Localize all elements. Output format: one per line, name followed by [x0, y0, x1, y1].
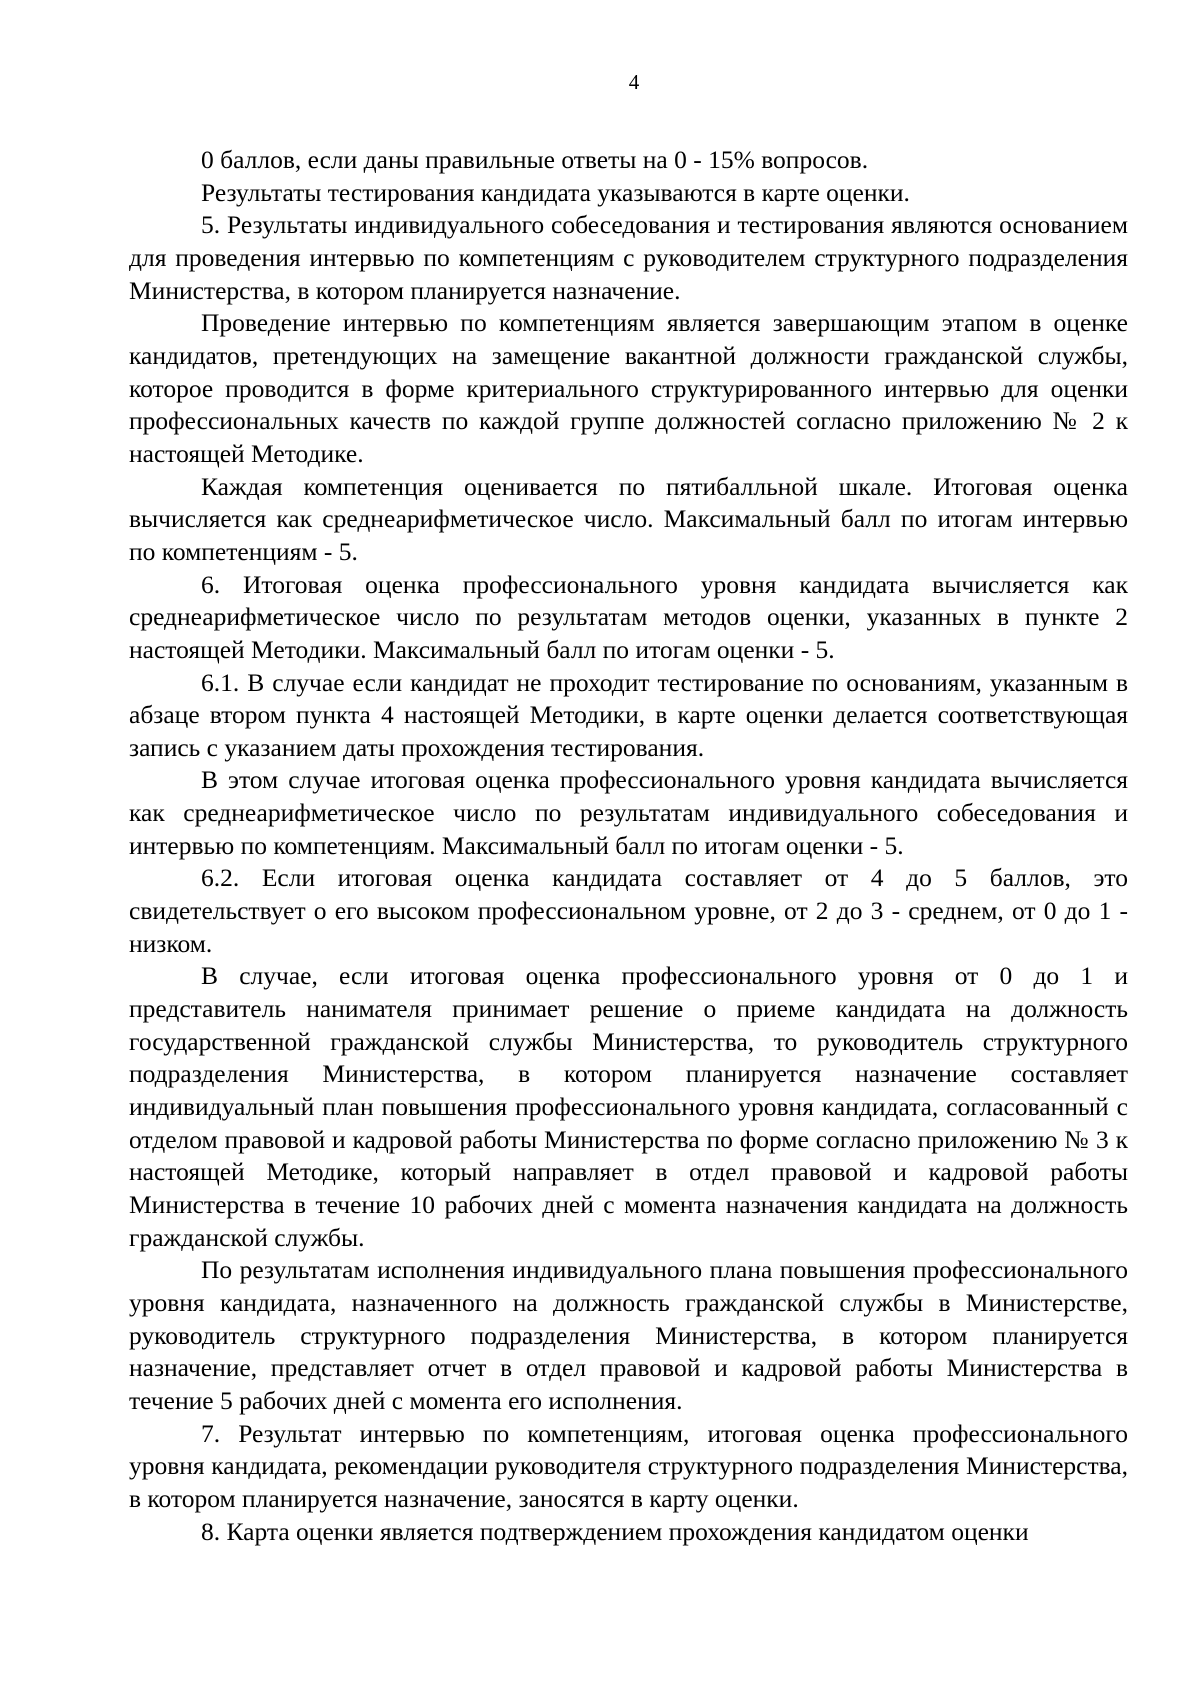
paragraph: Проведение интервью по компетенциям является завершающим этапом в оценке кандидатов, претендующих на замещение вакантной должности гражданской службы, которое проводится в форме критериального структурированного интервью для оценки профессиональных качеств по каждой группе должностей согласно приложению № 2 к настоящей Методике.	[129, 308, 1128, 468]
paragraph: В случае, если итоговая оценка профессионального уровня от 0 до 1 и представитель нанимателя принимает решение о приеме кандидата на должность государственной гражданской службы Министерства, то руководитель структурного подразделения Министерства, в котором планируется назначение составляет индивидуальный план повышения профессионального уровня кандидата, согласованный с отделом правовой и кадровой работы Министерства по форме согласно приложению № 3 к настоящей Методике, который направляет в отдел правовой и кадровой работы Министерства в течение 10 рабочих дней с момента назначения кандидата на должность гражданской службы.	[129, 961, 1128, 1252]
paragraph: 0 баллов, если даны правильные ответы на 0 - 15% вопросов.	[201, 145, 869, 174]
document-body	[129, 144, 1128, 1548]
paragraph: 6. Итоговая оценка профессионального уровня кандидата вычисляется как среднеарифметическое число по результатам методов оценки, указанных в пункте 2 настоящей Методики. Максимальный балл по итогам оценки - 5.	[129, 569, 1128, 664]
paragraph: 7. Результат интервью по компетенциям, итоговая оценка профессионального уровня кандидата, рекомендации руководителя структурного подразделения Министерства, в котором планируется назначение, заносятся в карту оценки.	[129, 1418, 1128, 1513]
paragraph: Результаты тестирования кандидата указываются в карте оценки.	[201, 177, 910, 207]
paragraph: Каждая компетенция оценивается по пятибалльной шкале. Итоговая оценка вычисляется как среднеарифметическое число. Максимальный балл по итогам интервью по компетенциям - 5.	[129, 471, 1128, 566]
paragraph: 5. Результаты индивидуального собеседования и тестирования являются основанием для проведения интервью по компетенциям с руководителем структурного подразделения Министерства, в котором планируется назначение.	[129, 210, 1128, 305]
paragraph: 8. Карта оценки является подтверждением прохождения кандидатом оценки	[201, 1516, 1029, 1546]
paragraph: По результатам исполнения индивидуального плана повышения профессионального уровня кандидата, назначенного на должность гражданской службы в Министерстве, руководитель структурного подразделения Министерства, в котором планируется назначение, представляет отчет в отдел правовой и кадровой работы Министерства в течение 5 рабочих дней с момента его исполнения.	[129, 1255, 1128, 1415]
page-number: 4	[628, 70, 640, 94]
paragraph: В этом случае итоговая оценка профессионального уровня кандидата вычисляется как среднеарифметическое число по результатам индивидуального собеседования и интервью по компетенциям. Максимальный балл по итогам оценки - 5.	[129, 765, 1128, 860]
paragraph: 6.2. Если итоговая оценка кандидата составляет от 4 до 5 баллов, это свидетельствует о его высоком профессиональном уровне, от 2 до 3 - среднем, от 0 до 1 - низком.	[129, 863, 1128, 958]
paragraph: 6.1. В случае если кандидат не проходит тестирование по основаниям, указанным в абзаце втором пункта 4 настоящей Методики, в карте оценки делается соответствующая запись с указанием даты прохождения тестирования.	[129, 667, 1128, 762]
